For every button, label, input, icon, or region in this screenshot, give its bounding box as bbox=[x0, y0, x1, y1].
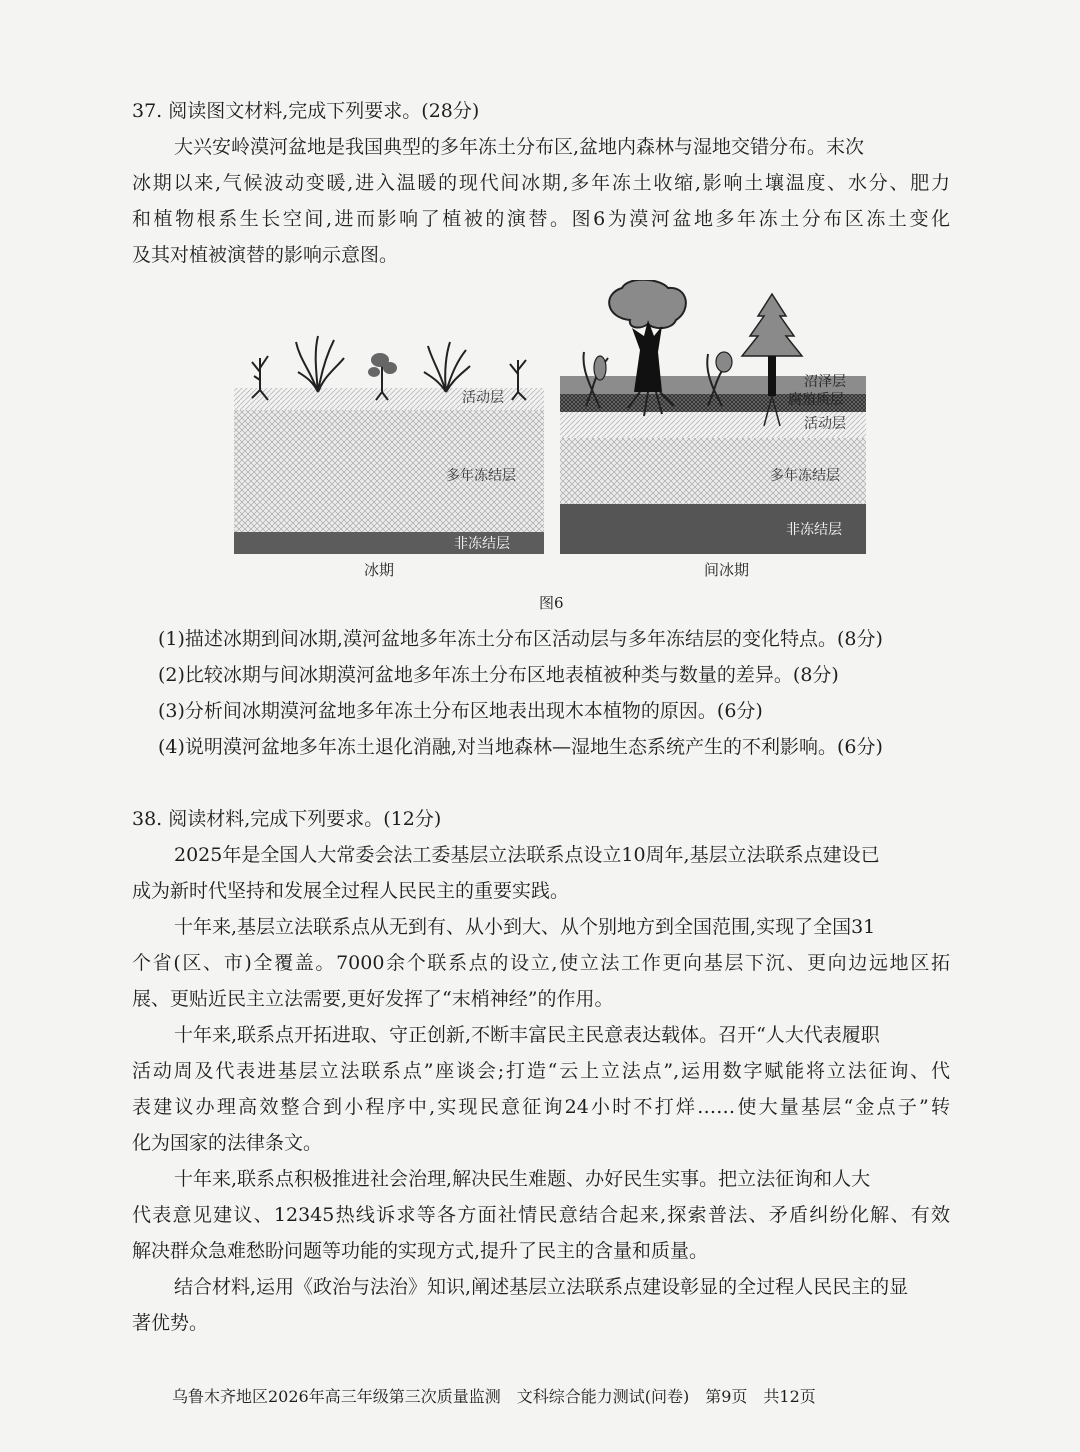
q37-subquestion-1: (1)描述冰期到间冰期,漠河盆地多年冻土分布区活动层与多年冻结层的变化特点。(8分) bbox=[158, 628, 883, 650]
q38-title: 38. 阅读材料,完成下列要求。(12分) bbox=[132, 808, 442, 830]
q37-title: 37. 阅读图文材料,完成下列要求。(28分) bbox=[132, 100, 480, 122]
q37-subquestion-3: (3)分析间冰期漠河盆地多年冻土分布区地表出现木本植物的原因。(6分) bbox=[158, 700, 763, 722]
q38-paragraph-line: 2025年是全国人大常委会法工委基层立法联系点设立10周年,基层立法联系点建设已 bbox=[174, 844, 880, 866]
q38-paragraph-line: 化为国家的法律条文。 bbox=[132, 1132, 323, 1154]
glacial-active-label: 活动层 bbox=[462, 390, 504, 406]
q37-paragraph-line: 和植物根系生长空间,进而影响了植被的演替。图6为漠河盆地多年冻土分布区冻土变化 bbox=[132, 208, 950, 230]
q38-paragraph-line: 活动周及代表进基层立法联系点”座谈会;打造“云上立法点”,运用数字赋能将立法征询、代 bbox=[132, 1060, 950, 1082]
q37-subquestion-4: (4)说明漠河盆地多年冻土退化消融,对当地森林—湿地生态系统产生的不利影响。(6分) bbox=[158, 736, 883, 758]
figure-label: 图6 bbox=[539, 594, 564, 612]
q37-paragraph-line: 冰期以来,气候波动变暖,进入温暖的现代间冰期,多年冻土收缩,影响土壤温度、水分、肥力 bbox=[132, 172, 950, 194]
q38-paragraph-line: 展、更贴近民主立法需要,更好发挥了“末梢神经”的作用。 bbox=[132, 988, 614, 1010]
q38-paragraph-line: 成为新时代坚持和发展全过程人民民主的重要实践。 bbox=[132, 880, 570, 902]
q38-paragraph-line: 著优势。 bbox=[132, 1312, 209, 1334]
q38-paragraph-line: 结合材料,运用《政治与法治》知识,阐述基层立法联系点建设彰显的全过程人民民主的显 bbox=[174, 1276, 909, 1298]
interglacial-leaf-plants bbox=[594, 352, 732, 380]
humus-label: 腐殖质层 bbox=[788, 392, 844, 408]
interglacial-permafrost-label: 多年冻结层 bbox=[770, 468, 840, 484]
permafrost-diagram bbox=[230, 280, 870, 580]
left-caption: 冰期 bbox=[364, 561, 395, 579]
q38-paragraph-line: 十年来,联系点开拓进取、守正创新,不断丰富民主民意表达载体。召开“人大代表履职 bbox=[174, 1024, 880, 1046]
interglacial-nonfrozen-label: 非冻结层 bbox=[786, 522, 842, 538]
glacial-permafrost-label: 多年冻结层 bbox=[446, 468, 516, 484]
q37-paragraph-line: 大兴安岭漠河盆地是我国典型的多年冻土分布区,盆地内森林与湿地交错分布。末次 bbox=[174, 136, 865, 158]
page-footer: 乌鲁木齐地区2026年高三年级第三次质量监测 文科综合能力测试(问卷) 第9页 共12页 bbox=[172, 1387, 816, 1406]
q38-paragraph-line: 十年来,基层立法联系点从无到有、从小到大、从个别地方到全国范围,实现了全国31 bbox=[174, 916, 876, 938]
right-caption: 间冰期 bbox=[704, 561, 750, 579]
q38-paragraph-line: 解决群众急难愁盼问题等功能的实现方式,提升了民主的含量和质量。 bbox=[132, 1240, 709, 1262]
q37-subquestion-2: (2)比较冰期与间冰期漠河盆地多年冻土分布区地表植被种类与数量的差异。(8分) bbox=[158, 664, 839, 686]
q38-paragraph-line: 个省(区、市)全覆盖。7000余个联系点的设立,使立法工作更向基层下沉、更向边远地区拓 bbox=[132, 952, 950, 974]
q37-paragraph-line: 及其对植被演替的影响示意图。 bbox=[132, 244, 399, 266]
figure-6 bbox=[230, 280, 870, 580]
q38-paragraph-line: 代表意见建议、12345热线诉求等各方面社情民意结合起来,探索普法、矛盾纠纷化解、有效 bbox=[132, 1204, 950, 1226]
swamp-label: 沼泽层 bbox=[804, 374, 846, 390]
glacial-nonfrozen-label: 非冻结层 bbox=[454, 536, 510, 552]
interglacial-active-label: 活动层 bbox=[804, 416, 846, 432]
q38-paragraph-line: 表建议办理高效整合到小程序中,实现民意征询24小时不打烊……使大量基层“金点子”转 bbox=[132, 1096, 950, 1118]
q38-paragraph-line: 十年来,联系点积极推进社会治理,解决民生难题、办好民生实事。把立法征询和人大 bbox=[174, 1168, 871, 1190]
